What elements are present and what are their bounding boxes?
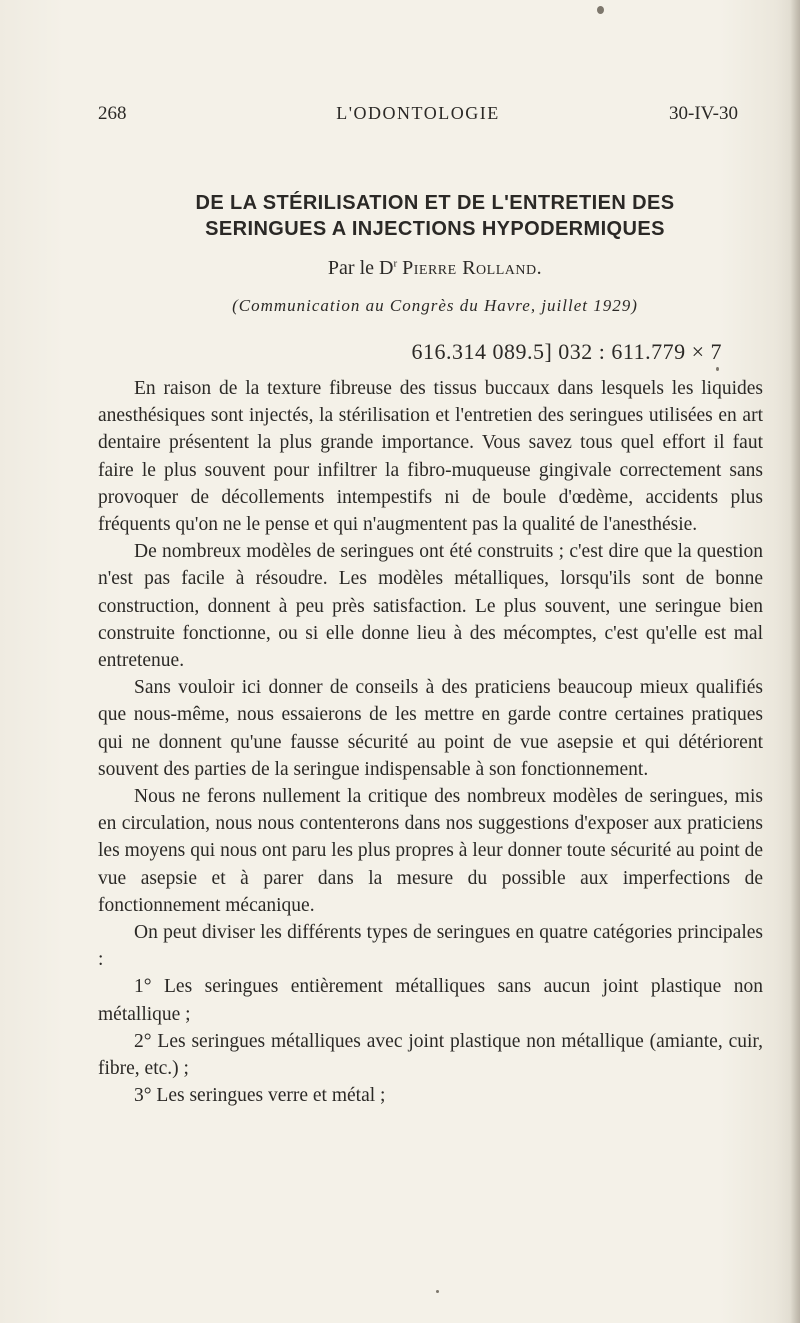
communication-note: (Communication au Congrès du Havre, juillet 1929) <box>232 296 638 315</box>
issue-date: 30-IV-30 <box>669 103 738 124</box>
byline-superscript: r <box>393 257 398 270</box>
list-item: 3° Les seringues verre et métal ; <box>134 1085 386 1107</box>
article-title <box>110 190 760 242</box>
paragraph: Nous ne ferons nullement la critique des nombreux modèles de seringues, mis en circulation, nous nous contenterons dans nos suggestions d'exposer aux praticiens les moyens qui nous ont paru les plus propres à leur donner toute sécurité au point de vue asepsie et à parer dans la mesure du possible aux imperfections de fonctionnement mécanique. <box>98 786 763 916</box>
paragraph: En raison de la texture fibreuse des tissus buccaux dans lesquels les liquides anesthésiques sont injectés, la stérilisation et l'entretien des seringues utilisées en art dentaire présentent la plus grande importance. Vous savez tous quel effort il faut faire le plus souvent pour infiltrer la fibro-muqueuse gingivale correctement sans provoquer de décollements intempestifs ni de boule d'œdème, accidents plus fréquents qu'on ne le pense et qui n'augmentent pas la qualité de l'anesthésie. <box>98 378 763 536</box>
byline-prefix: Par le D <box>327 257 394 279</box>
list-item: 1° Les seringues entièrement métalliques sans aucun joint plastique non métallique ; <box>98 976 763 1025</box>
classification-code: 616.314 089.5] 032 : 611.779 × 7 <box>411 339 722 364</box>
list-item: 2° Les seringues métalliques avec joint plastique non métallique (amiante, cuir, fibre, etc.) ; <box>98 1030 763 1080</box>
paragraph: De nombreux modèles de seringues ont été construits ; c'est dire que la question n'est pas facile à résoudre. Les modèles métalliques, lorsqu'ils sont de bonne construction, donnent à peu près satisfaction. Le plus souvent, une seringue bien construite fonctionne, ou si elle donne lieu à des mécomptes, c'est qu'elle est mal entretenue. <box>98 541 763 672</box>
author-name: Pierre Rolland. <box>402 257 543 279</box>
title-line: SERINGUES A INJECTIONS HYPODERMIQUES <box>205 218 665 240</box>
ink-speck <box>716 367 719 371</box>
ink-speck <box>436 1290 439 1293</box>
ink-speck <box>597 6 604 14</box>
running-header <box>98 103 738 129</box>
article-body <box>98 375 763 1109</box>
paragraph: Sans vouloir ici donner de conseils à des praticiens beaucoup mieux qualifiés que nous-même, nous essaierons de les mettre en garde contre certaines pratiques qui ne donnent qu'une fausse sécurité au point de vue asepsie et qui détériorent souvent des parties de la seringue indispensable à son fonctionnement. <box>98 677 763 780</box>
byline <box>110 257 760 280</box>
paragraph: On peut diviser les différents types de seringues en quatre catégories principales : <box>98 922 763 971</box>
title-line: DE LA STÉRILISATION ET DE L'ENTRETIEN DES <box>195 192 675 214</box>
page-number: 268 <box>98 103 127 124</box>
journal-title: L'ODONTOLOGIE <box>336 103 500 123</box>
page-edge-shadow <box>790 0 800 1323</box>
